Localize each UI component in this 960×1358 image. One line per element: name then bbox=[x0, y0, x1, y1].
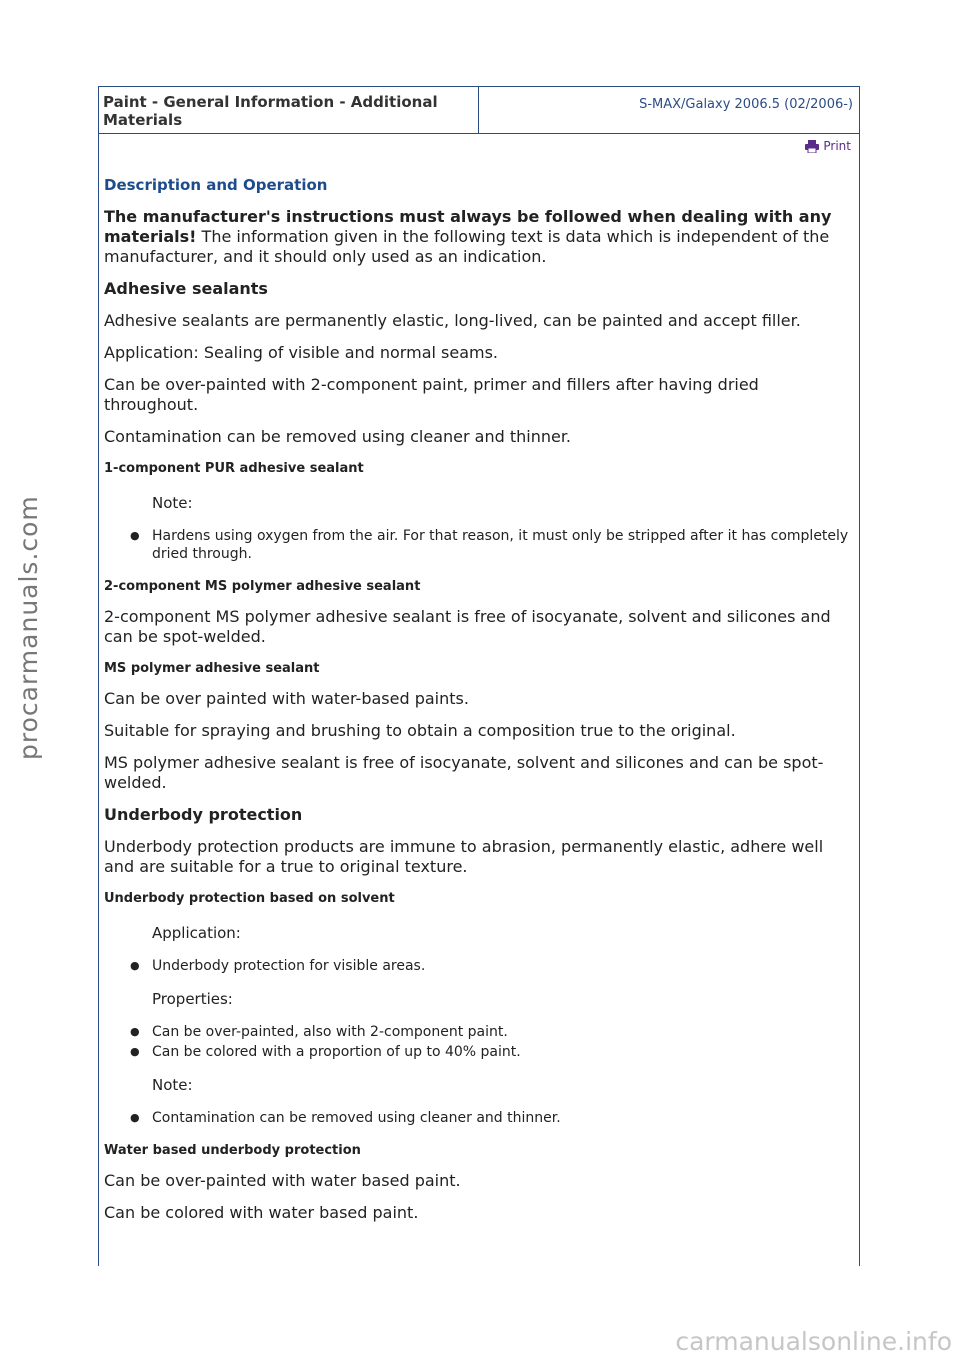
section-title: Description and Operation bbox=[104, 176, 328, 194]
application-list bbox=[104, 957, 849, 975]
list-item: ● Can be over-painted, also with 2-component paint. bbox=[152, 1023, 849, 1041]
intro-text: The information given in the following text is data which is independent of the manufacturer, and it should only used as an indication. bbox=[104, 227, 830, 266]
solvent-heading: Underbody protection based on solvent bbox=[104, 891, 395, 906]
note-list bbox=[104, 1109, 849, 1127]
side-watermark: procarmanuals.com bbox=[14, 495, 43, 760]
underbody-heading: Underbody protection bbox=[104, 805, 303, 824]
model-label: S-MAX/Galaxy 2006.5 (02/2006-) bbox=[639, 97, 853, 112]
pur-heading: 1-component PUR adhesive sealant bbox=[104, 461, 364, 476]
intro-paragraph bbox=[104, 207, 849, 267]
print-link[interactable] bbox=[805, 139, 851, 153]
document-body bbox=[104, 175, 849, 1235]
list-item: ● Can be colored with a proportion of up to 40% paint. bbox=[152, 1043, 849, 1061]
bottom-watermark: carmanualsonline.info bbox=[675, 1327, 952, 1356]
paragraph: Adhesive sealants are permanently elastic, long-lived, can be painted and accept filler. bbox=[104, 311, 801, 330]
document-page bbox=[98, 86, 860, 1266]
note-list bbox=[104, 527, 849, 563]
ms-heading: MS polymer adhesive sealant bbox=[104, 661, 320, 676]
page-title: Paint - General Information - Additional Materials bbox=[99, 87, 479, 133]
properties-list bbox=[104, 1023, 849, 1061]
list-item: ● Underbody protection for visible areas. bbox=[152, 957, 849, 975]
intro-warning: The manufacturer's instructions must always be followed when dealing with any materials! bbox=[104, 207, 832, 246]
paragraph: Can be over-painted with water based paint. bbox=[104, 1171, 461, 1190]
paragraph: Contamination can be removed using cleaner and thinner. bbox=[104, 427, 572, 446]
paragraph: Can be colored with water based paint. bbox=[104, 1203, 419, 1222]
application-label: Application: bbox=[152, 924, 241, 942]
document-header bbox=[99, 87, 859, 134]
paragraph: Can be over painted with water-based paints. bbox=[104, 689, 469, 708]
paragraph: 2-component MS polymer adhesive sealant is free of isocyanate, solvent and silicones and can be spot-welded. bbox=[104, 607, 831, 646]
paragraph: Application: Sealing of visible and normal seams. bbox=[104, 343, 499, 362]
note-label: Note: bbox=[152, 1076, 193, 1094]
note-label: Note: bbox=[152, 494, 193, 512]
paragraph: Can be over-painted with 2-component paint, primer and fillers after having dried throughout. bbox=[104, 375, 759, 414]
print-label[interactable]: Print bbox=[823, 139, 851, 153]
ms2-heading: 2-component MS polymer adhesive sealant bbox=[104, 579, 421, 594]
list-item: ● Contamination can be removed using cleaner and thinner. bbox=[152, 1109, 849, 1127]
adhesive-heading: Adhesive sealants bbox=[104, 279, 268, 298]
paragraph: Underbody protection products are immune to abrasion, permanently elastic, adhere well and are suitable for a true to original texture. bbox=[104, 837, 824, 876]
properties-label: Properties: bbox=[152, 990, 233, 1008]
paragraph: MS polymer adhesive sealant is free of isocyanate, solvent and silicones and can be spot-welded. bbox=[104, 753, 824, 792]
list-item: ● Hardens using oxygen from the air. For that reason, it must only be stripped after it has completely dried through. bbox=[152, 527, 849, 563]
water-heading: Water based underbody protection bbox=[104, 1143, 361, 1158]
printer-icon bbox=[805, 140, 819, 153]
paragraph: Suitable for spraying and brushing to obtain a composition true to the original. bbox=[104, 721, 736, 740]
